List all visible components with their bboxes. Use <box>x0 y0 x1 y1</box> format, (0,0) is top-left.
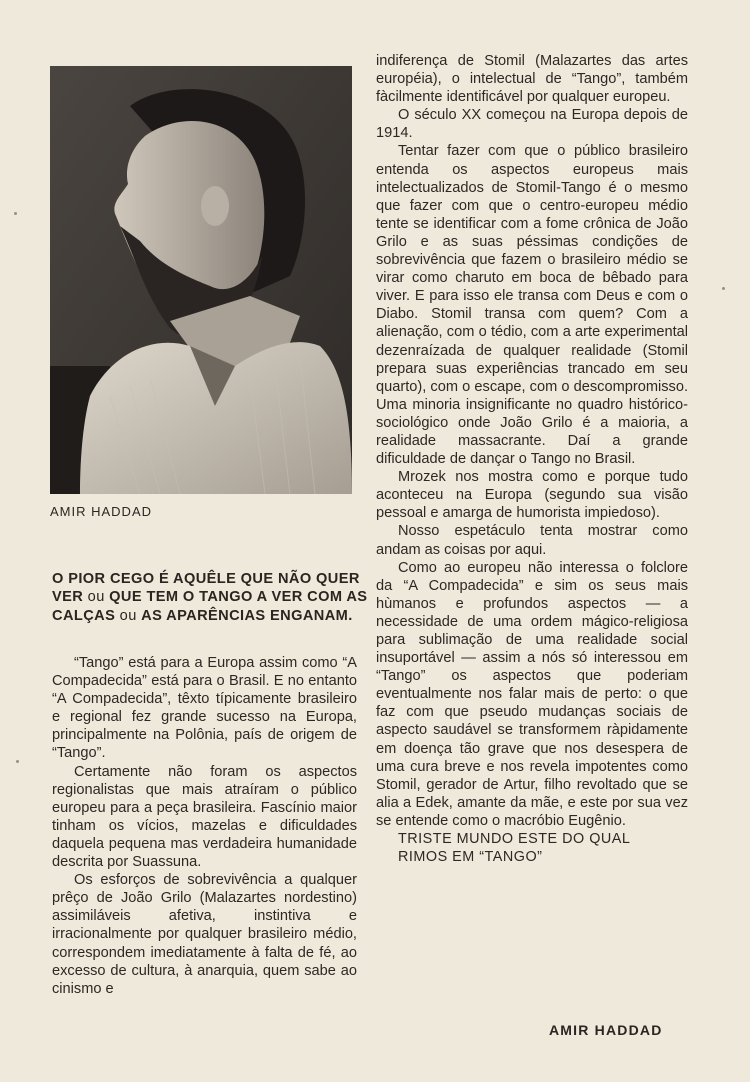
body-paragraph: Certamente não foram os aspectos regionalistas que mais atraíram o público europeu para a peça brasileira. Fascínio maior tinham os vícios, mazelas e dificuldades daquela pequena mas verdadeira humanidade descrita por Suassuna. <box>52 763 357 871</box>
article-headline <box>52 570 370 625</box>
author-signature: AMIR HADDAD <box>549 1022 663 1038</box>
headline-part-3: AS APARÊNCIAS ENGANAM. <box>141 607 353 624</box>
body-paragraph: Os esforços de sobrevivência a qualquer prêço de João Grilo (Malazartes nordestino) assimiláveis afetiva, instintiva e irracionalmente por qualquer brasileiro médio, correspondem imediatamente à falta de fé, ao excesso de cultura, à anarquia, quem sabe ao cinismo e <box>52 872 357 997</box>
paper-speck <box>14 212 17 215</box>
body-paragraph: O século XX começou na Europa depois de 1914. <box>376 107 688 142</box>
continued-paragraph: indiferença de Stomil (Malazartes das artes européia), o intelectual de “Tango”, também fàcilmente identificável por qualquer europeu. <box>376 53 688 106</box>
body-paragraph: Mrozek nos mostra como e porque tudo aconteceu na Europa (segundo sua visão pessoal e amarga de humorista impiedoso). <box>376 469 688 522</box>
portrait-photo <box>50 66 352 494</box>
headline-part-2: QUE TEM O TANGO A VER COM AS CALÇAS <box>52 589 368 624</box>
portrait-illustration <box>50 66 352 494</box>
closing-line: TRISTE MUNDO ESTE DO QUAL <box>398 831 631 848</box>
photo-caption: AMIR HADDAD <box>50 504 153 519</box>
body-paragraph: “Tango” está para a Europa assim como “A Compadecida” está para o Brasil. E no entanto “A Compadecida”, têxto típicamente brasileiro e regional fez grande sucesso na Europa, principalmente na Polônia, país de origem de “Tango”. <box>52 655 357 762</box>
headline-or-2: ou <box>115 607 142 624</box>
body-paragraph: Tentar fazer com que o público brasileiro entenda os aspectos europeus mais intelectualizados de Stomil-Tango é o mesmo que fazer com que o centro-europeu médio tente se identificar com a fome crônica de João Grilo e as suas péssimas condições de sobrevivência que fazem o brasileiro médio se virar como charuto em boca de bêbado para viver. E para isso ele transa com Deus e com o Diabo. Stomil transa com quem? Com a alienação, com o tédio, com a arte experimental dezenraízada de qualquer realidade (Stomil prepara suas experiências trancado em seu quarto), com o escape, com o descompromisso. Uma minoria insignificante no quadro histórico-sociológico onde João Grilo é a maioria, a realidade massacrante. Daí a grande dificuldade de dançar o Tango no Brasil. <box>376 143 688 468</box>
body-paragraph: Como ao europeu não interessa o folclore da “A Compadecida” e sim os seus mais hùmanos e profundos aspectos — a necessidade de uma ordem mágico-religiosa para sublimação de uma realidade social insuportável — assim a nós só interessou em “Tango” os aspectos que poderiam eventualmente nos falar mais de perto: o que faz com que pseudo mudanças sociais de aspecto saudável se transformem ràpidamente em doença tão grave que nos desespera de uma cura breve e nos revela impotentes como Stomil, gerador de Artur, filho revoltado que se alia a Edek, amante da mãe, e este por sua vez se entende como o macróbio Eugênio. <box>376 559 688 829</box>
left-column <box>52 654 357 998</box>
body-paragraph: Nosso espetáculo tenta mostrar como andam as coisas por aqui. <box>376 523 688 558</box>
closing-line: RIMOS EM “TANGO” <box>398 849 543 866</box>
paper-speck <box>16 760 19 763</box>
headline-or-1: ou <box>83 589 110 606</box>
headline-part-1: O PIOR CEGO É AQUÊLE QUE NÃO QUER VER <box>52 571 360 606</box>
paper-speck <box>722 287 725 290</box>
right-column <box>376 52 688 866</box>
